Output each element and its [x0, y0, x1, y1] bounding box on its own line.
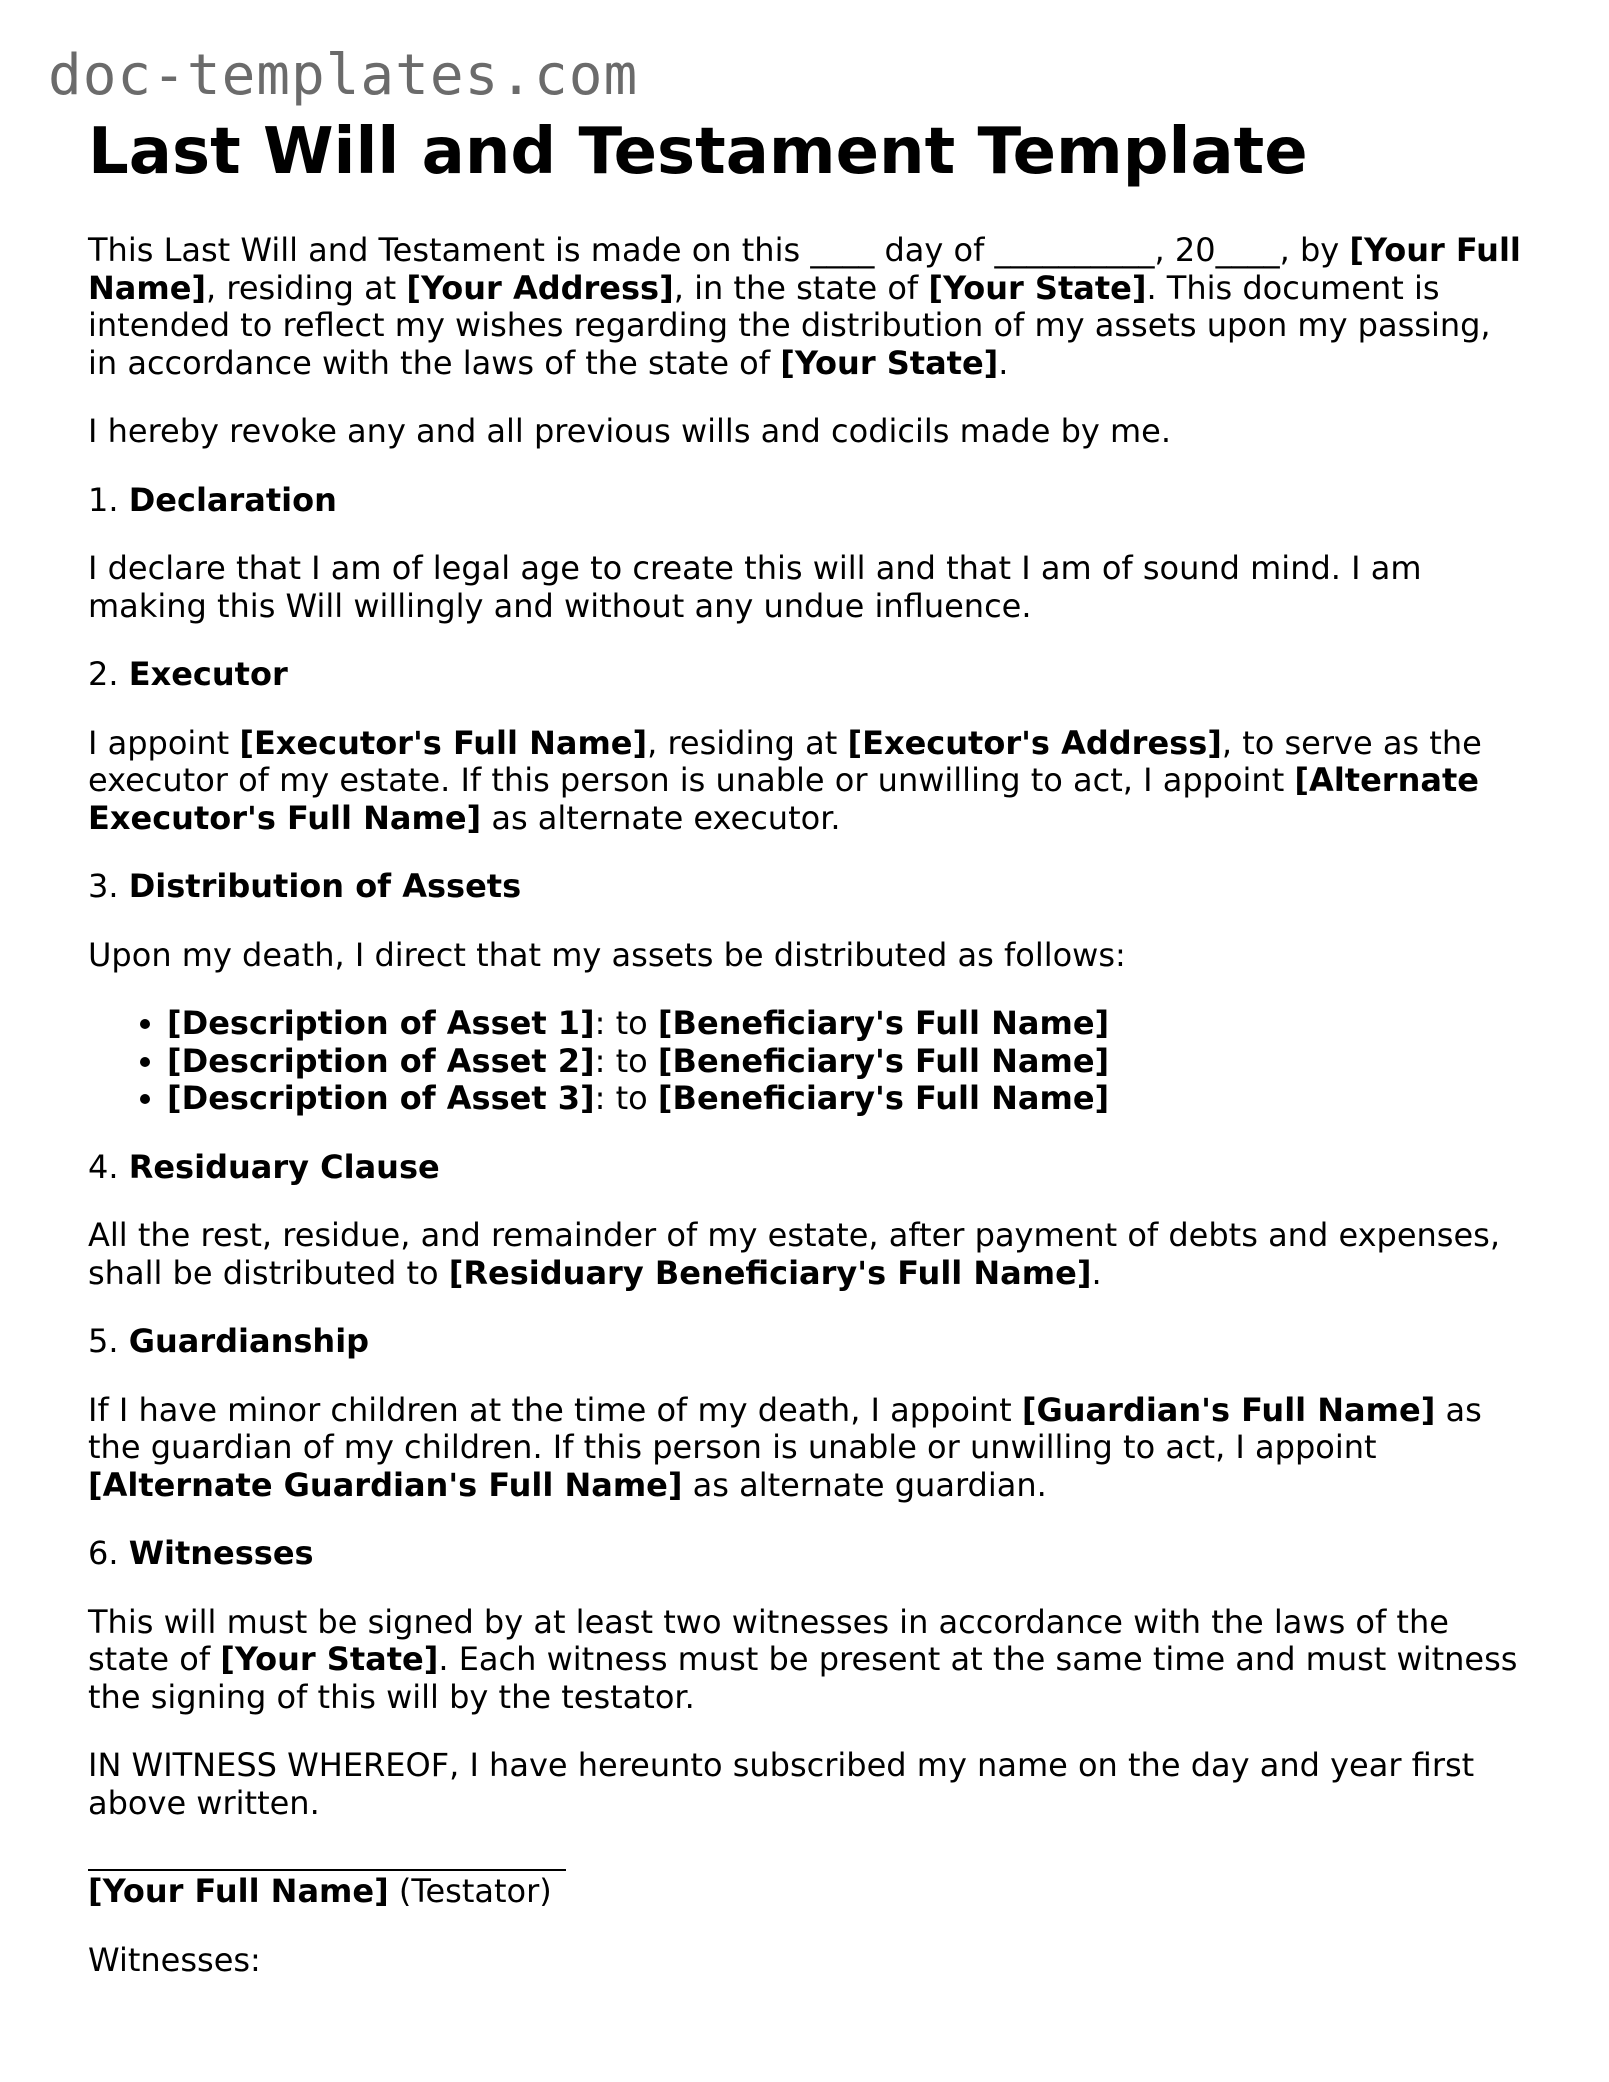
asset-list [88, 1005, 1528, 1118]
witnesses-label: Witnesses: [88, 1940, 261, 1979]
placeholder-asset-description: [Description of Asset 1] [167, 1004, 595, 1042]
placeholder-beneficiary-name: [Beneficiary's Full Name] [657, 1041, 1110, 1080]
section-heading-witnesses [88, 1535, 1528, 1573]
residuary-text: . [1091, 1253, 1102, 1292]
witnesses-text: . Each witness must be present at the same time and must witness the signing of this will by the testator. [88, 1640, 1518, 1716]
list-item [167, 1080, 1528, 1118]
document-title: Last Will and Testament Template [88, 115, 1308, 189]
section-heading-guardianship [88, 1323, 1528, 1361]
section-title: Declaration [128, 480, 337, 519]
testator-role: (Testator) [388, 1872, 552, 1910]
guardianship-text: If I have minor children at the time of my death, I appoint [88, 1390, 1022, 1429]
residuary-paragraph [88, 1217, 1528, 1292]
executor-text: , residing at [647, 723, 848, 762]
list-item [167, 1005, 1528, 1043]
placeholder-executor-address: [Executor's Address] [847, 723, 1222, 762]
placeholder-asset-description: [Description of Asset 3] [167, 1079, 595, 1117]
placeholder-beneficiary-name: [Beneficiary's Full Name] [657, 1004, 1110, 1042]
revoke-paragraph: I hereby revoke any and all previous wills and codicils made by me. [88, 412, 1172, 450]
asset-separator: : to [594, 1041, 658, 1080]
guardianship-text: as the guardian of my children. If this person is unable or unwilling to act, I appoint [88, 1390, 1482, 1466]
declaration-paragraph: I declare that I am of legal age to create this will and that I am of sound mind. I am making this Will willingly and without any undue influence. [88, 549, 1422, 625]
section-number: 4. [88, 1147, 129, 1186]
placeholder-alternate-guardian-name: [Alternate Guardian's Full Name] [88, 1465, 683, 1504]
list-item [167, 1043, 1528, 1081]
asset-separator: : to [594, 1004, 658, 1042]
section-heading-distribution [88, 868, 1528, 906]
intro-text: This Last Will and Testament is made on this ____ day of __________, 20____, by [88, 231, 1350, 269]
document-page [88, 112, 1528, 1979]
placeholder-your-state: [Your State] [928, 268, 1147, 307]
placeholder-your-state: [Your State] [780, 343, 999, 382]
section-title: Residuary Clause [128, 1147, 440, 1186]
executor-text: as alternate executor. [481, 798, 841, 837]
placeholder-alternate-executor-name: [Alternate Executor's Full Name] [88, 761, 1479, 837]
section-number: 2. [88, 655, 129, 693]
residuary-text: All the rest, residue, and remainder of my estate, after payment of debts and expenses, shall be distributed to [88, 1216, 1500, 1292]
witnesses-paragraph [88, 1604, 1528, 1717]
guardianship-paragraph [88, 1392, 1528, 1505]
guardianship-text: as alternate guardian. [682, 1465, 1047, 1504]
distribution-paragraph: Upon my death, I direct that my assets be distributed as follows: [88, 935, 1126, 974]
asset-separator: : to [594, 1079, 658, 1117]
witness-whereof-paragraph: IN WITNESS WHEREOF, I have hereunto subscribed my name on the day and year first above written. [88, 1746, 1475, 1822]
section-number: 1. [88, 480, 129, 519]
section-heading-declaration [88, 482, 1528, 520]
executor-text: I appoint [88, 723, 240, 762]
placeholder-your-full-name: [Your Full Name] [88, 231, 1521, 307]
intro-paragraph [88, 232, 1528, 382]
placeholder-your-state: [Your State] [220, 1640, 439, 1678]
watermark-logo-text: doc-templates.com [48, 43, 639, 108]
witnesses-text: This will must be signed by at least two witnesses in accordance with the laws of the state of [88, 1602, 1449, 1678]
section-number: 3. [88, 867, 129, 905]
executor-text: , to serve as the executor of my estate. If this person is unable or unwilling to act, I appoint [88, 723, 1482, 799]
signature-line [88, 1869, 566, 1871]
placeholder-residuary-beneficiary-name: [Residuary Beneficiary's Full Name] [448, 1253, 1092, 1292]
intro-text: . This document is intended to reflect my wishes regarding the distribution of my assets upon my passing, in accordance with the laws of the state of [88, 268, 1491, 382]
section-number: 6. [88, 1534, 129, 1572]
intro-text: , in the state of [673, 268, 929, 307]
section-heading-executor [88, 656, 1528, 694]
intro-text: , residing at [206, 268, 407, 307]
signature-caption [88, 1873, 1528, 1911]
section-title: Witnesses [128, 1534, 314, 1572]
placeholder-executor-name: [Executor's Full Name] [239, 723, 648, 762]
placeholder-testator-name: [Your Full Name] [88, 1872, 389, 1910]
section-heading-residuary [88, 1149, 1528, 1187]
placeholder-your-address: [Your Address] [406, 268, 674, 307]
section-title: Distribution of Assets [128, 867, 522, 905]
placeholder-beneficiary-name: [Beneficiary's Full Name] [657, 1079, 1110, 1117]
section-title: Executor [128, 655, 288, 693]
placeholder-asset-description: [Description of Asset 2] [167, 1041, 595, 1080]
placeholder-guardian-name: [Guardian's Full Name] [1021, 1390, 1436, 1429]
executor-paragraph [88, 725, 1528, 838]
section-number: 5. [88, 1322, 129, 1360]
section-title: Guardianship [128, 1322, 370, 1360]
intro-text: . [998, 343, 1009, 382]
